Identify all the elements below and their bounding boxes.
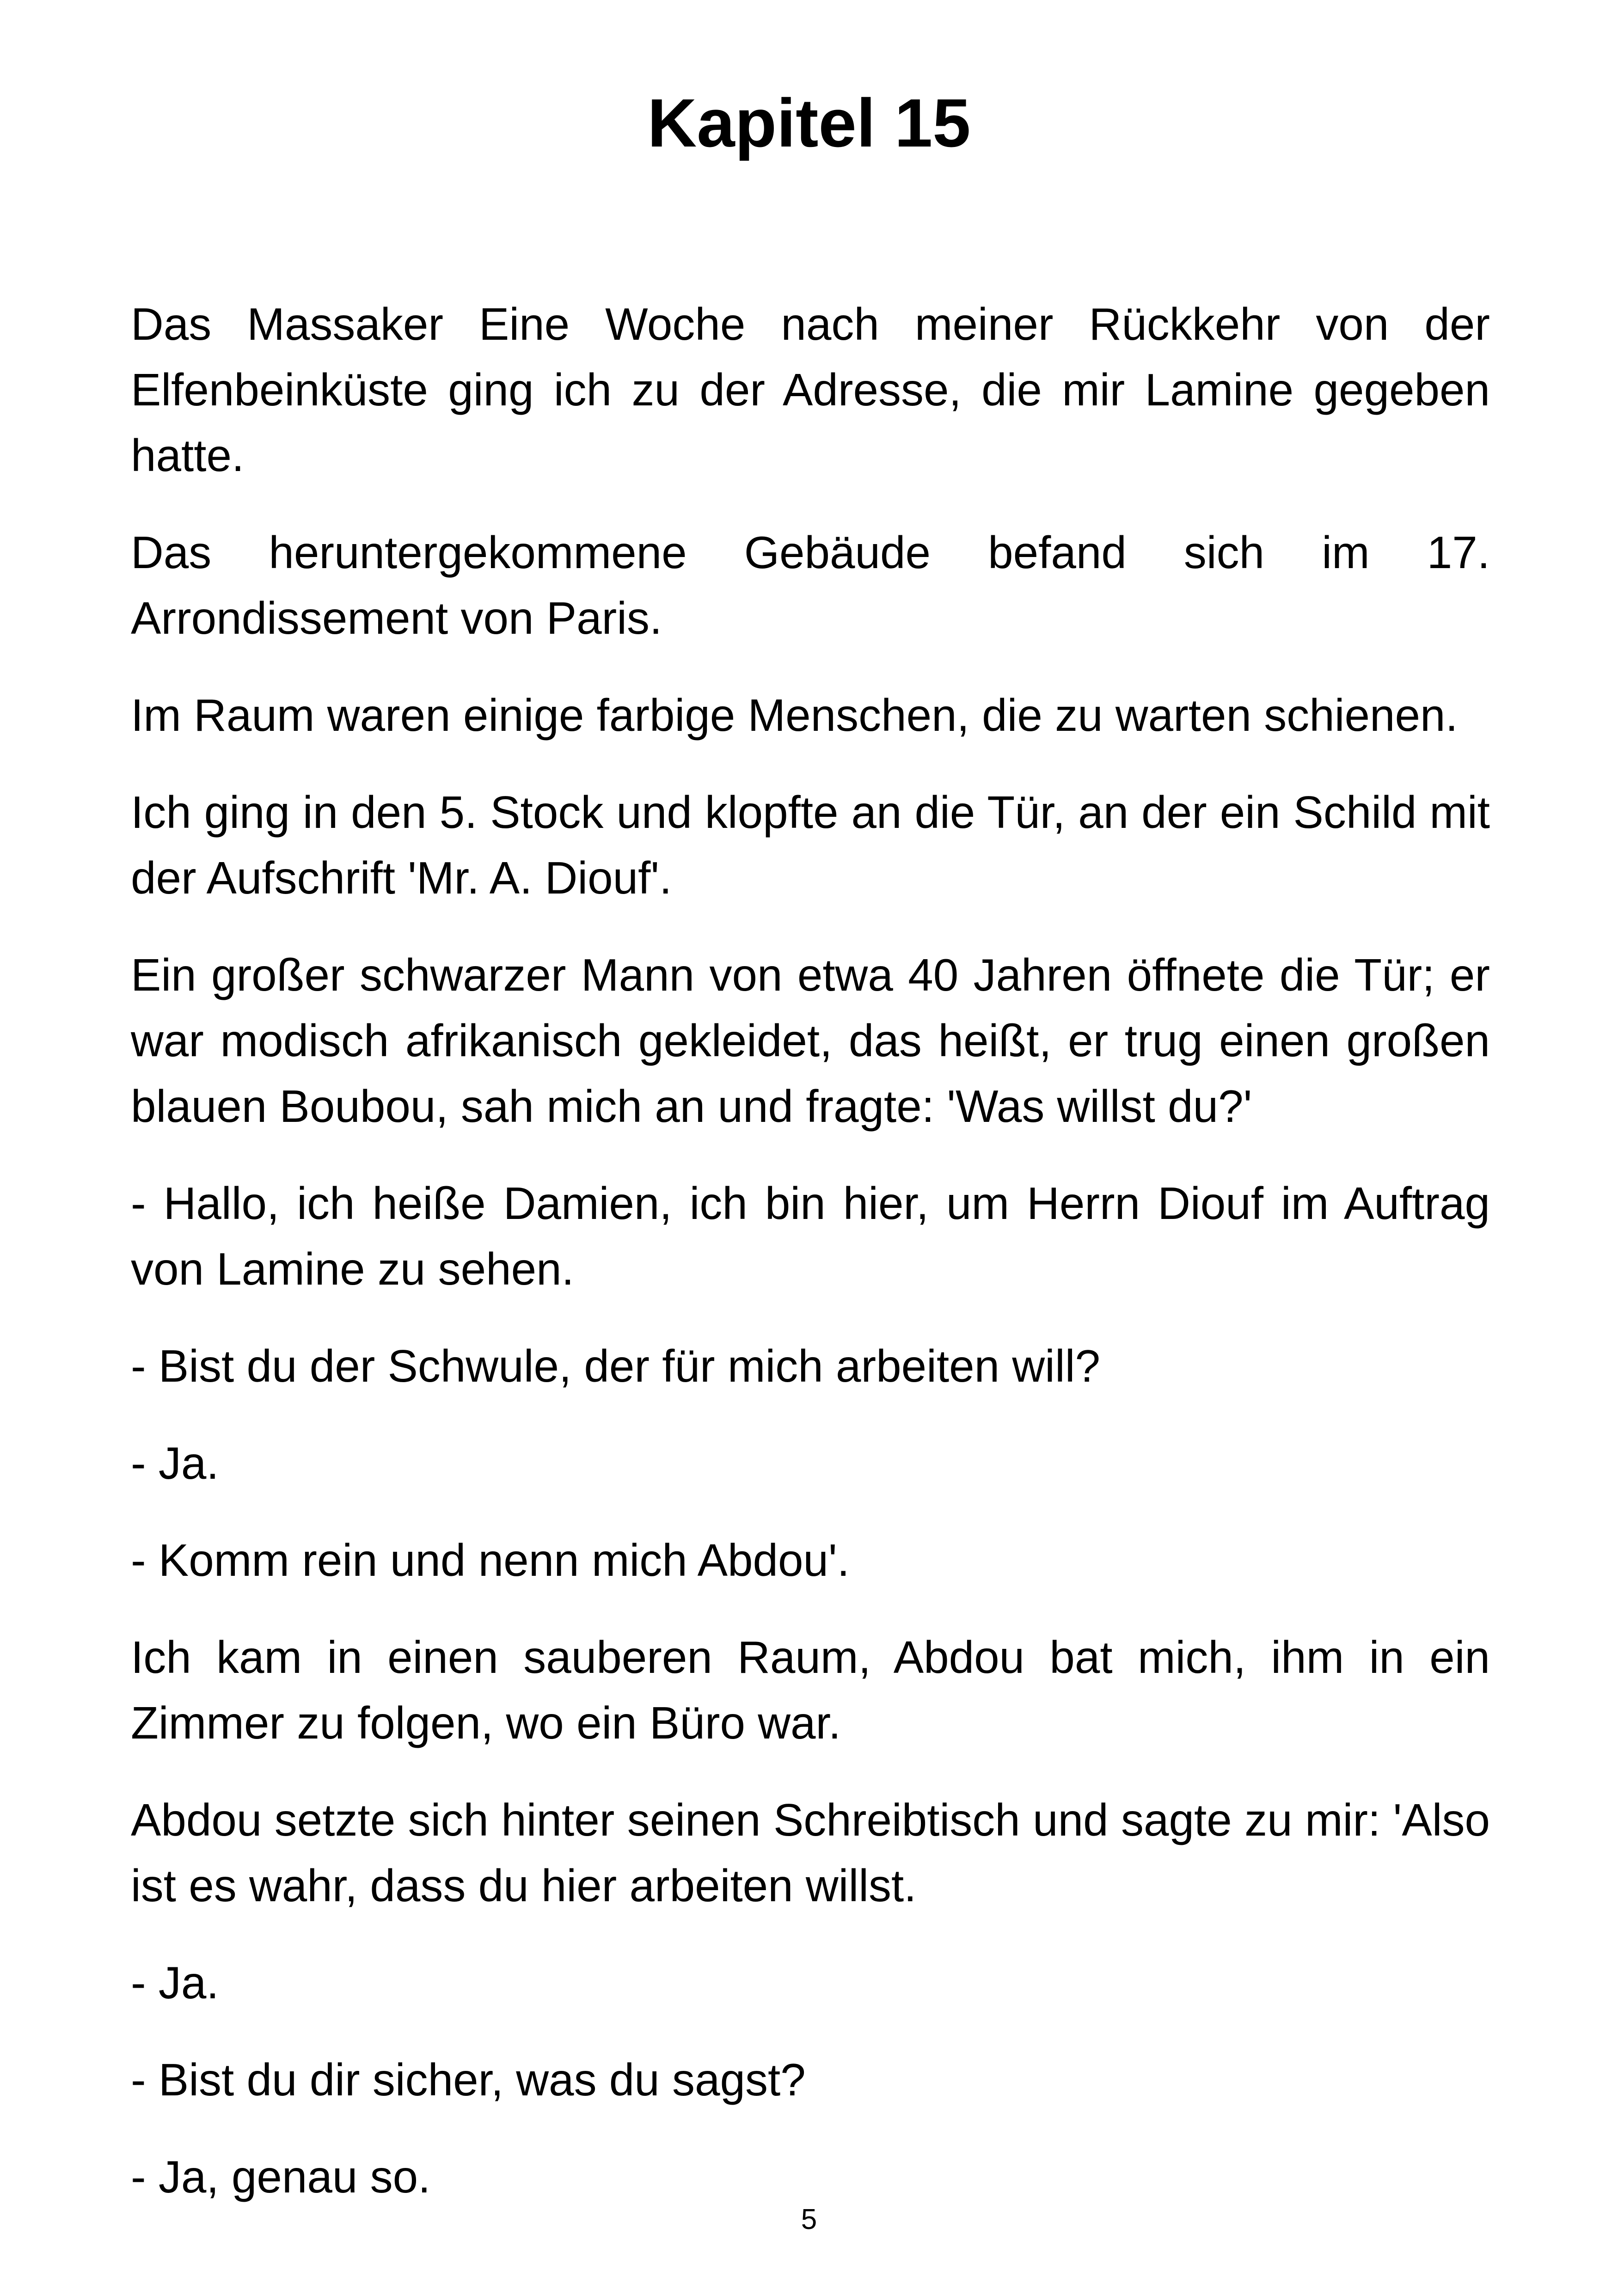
paragraph: - Bist du dir sicher, was du sagst? <box>131 2054 806 2105</box>
paragraph: Ein großer schwarzer Mann von etwa 40 Jahren öffnete die Tür; er war modisch afrikanisch gekleidet, das heißt, er trug einen großen blauen Boubou, sah mich an und fragte: 'Was willst du?' <box>131 949 1490 1132</box>
paragraph: Abdou setzte sich hinter seinen Schreibtisch und sagte zu mir: 'Also ist es wahr, dass du hier arbeiten willst. <box>131 1794 1490 1911</box>
body-text <box>131 291 1490 2241</box>
page-number: 5 <box>801 2204 817 2235</box>
chapter-title: Kapitel 15 <box>647 85 971 161</box>
paragraph: - Bist du der Schwule, der für mich arbeiten will? <box>131 1341 1100 1391</box>
paragraph: Ich kam in einen sauberen Raum, Abdou bat mich, ihm in ein Zimmer zu folgen, wo ein Büro war. <box>131 1632 1490 1748</box>
paragraph: Im Raum waren einige farbige Menschen, die zu warten schienen. <box>131 690 1458 741</box>
paragraph: - Ja. <box>131 1957 219 2008</box>
paragraph: Ich ging in den 5. Stock und klopfte an die Tür, an der ein Schild mit der Aufschrift 'Mr. A. Diouf'. <box>131 787 1490 903</box>
paragraph: - Hallo, ich heiße Damien, ich bin hier, um Herrn Diouf im Auftrag von Lamine zu sehen. <box>131 1178 1490 1294</box>
paragraph: Das heruntergekommene Gebäude befand sich im 17. Arrondissement von Paris. <box>131 527 1490 643</box>
paragraph: - Komm rein und nenn mich Abdou'. <box>131 1535 850 1586</box>
paragraph: - Ja. <box>131 1438 219 1488</box>
paragraph: - Ja, genau so. <box>131 2151 431 2202</box>
paragraph: Das Massaker Eine Woche nach meiner Rückkehr von der Elfenbeinküste ging ich zu der Adresse, die mir Lamine gegeben hatte. <box>131 299 1490 481</box>
